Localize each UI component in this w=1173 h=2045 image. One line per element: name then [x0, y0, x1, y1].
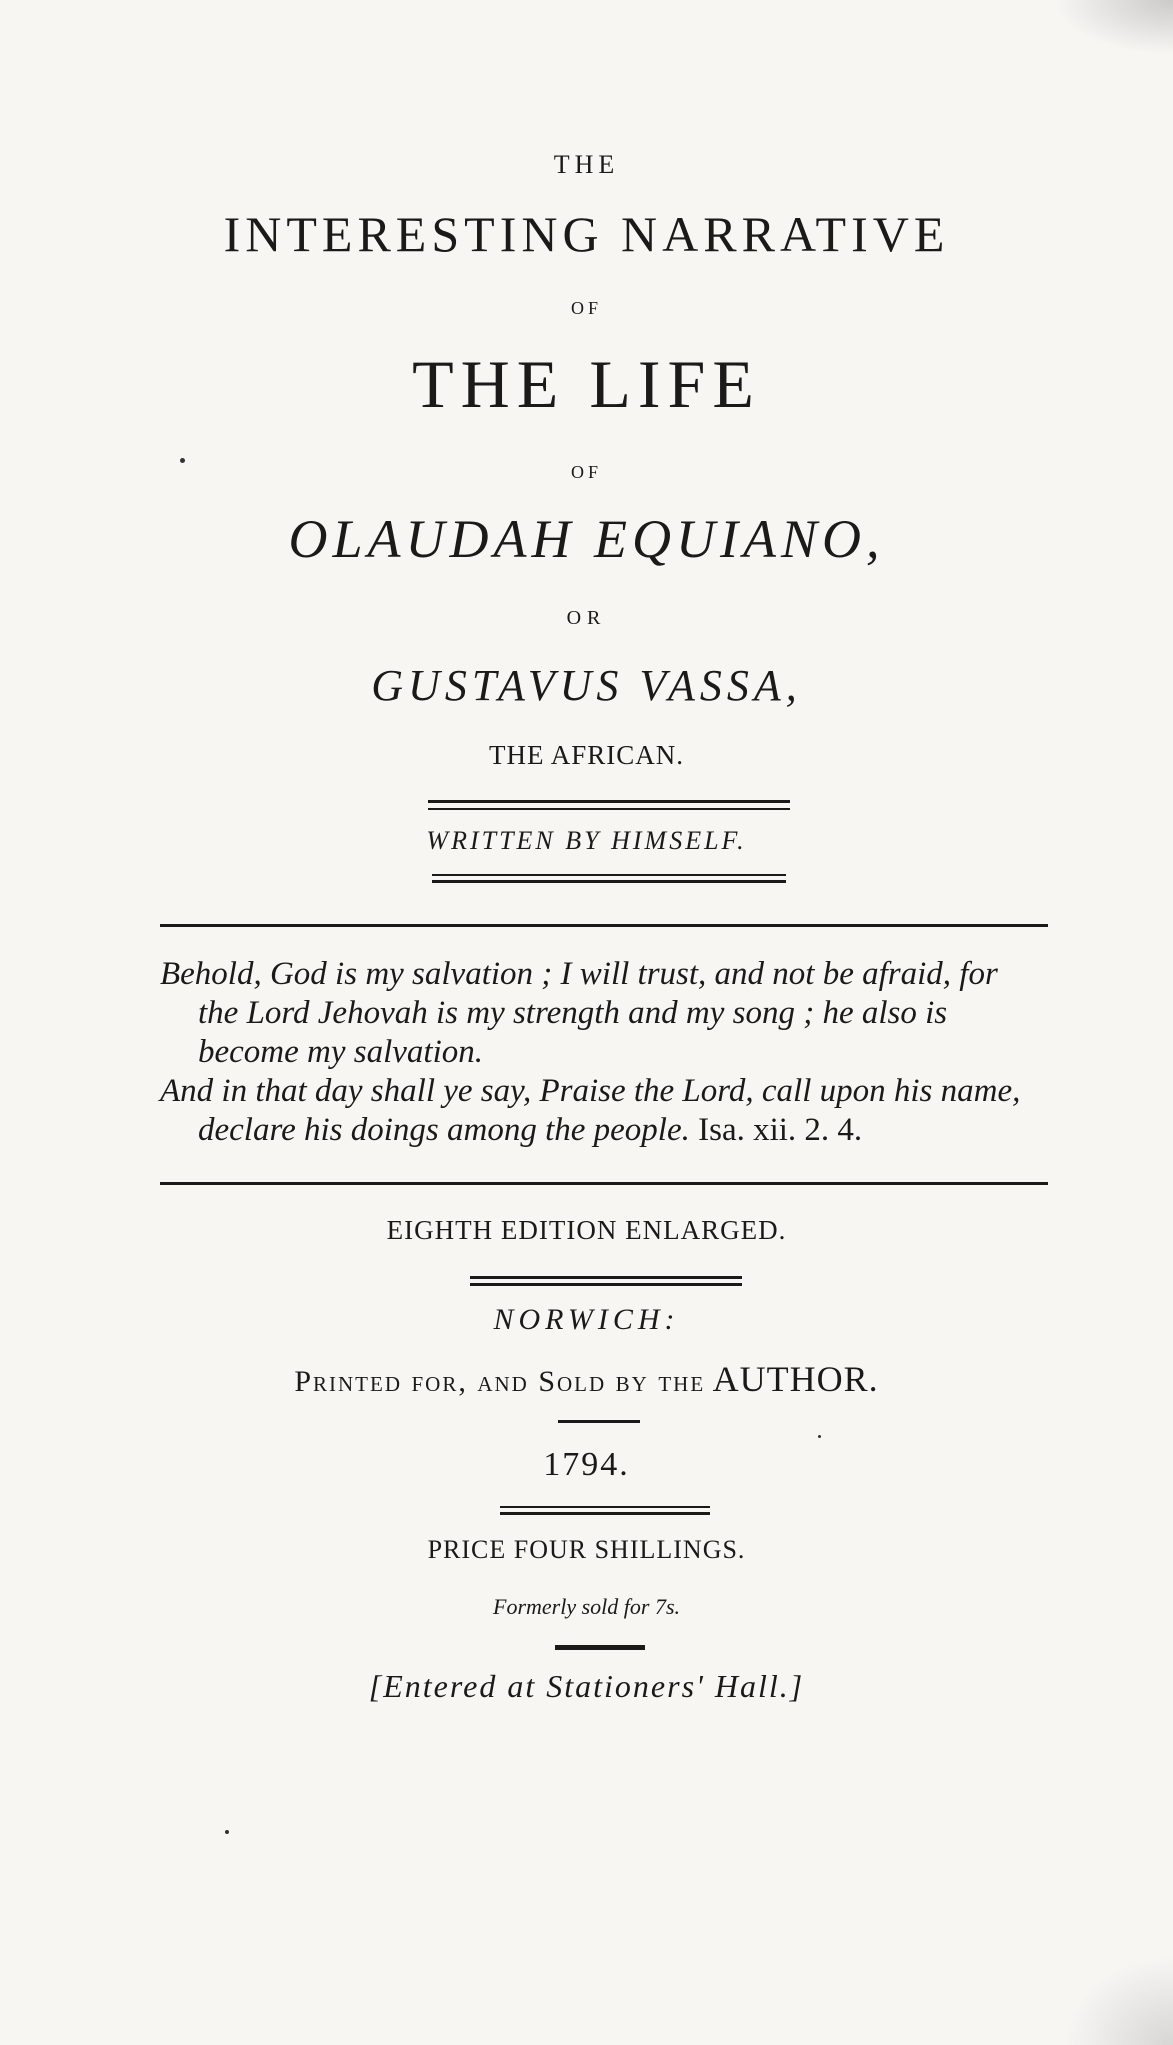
rule-short	[558, 1420, 640, 1423]
rule-epigraph-top	[160, 924, 1048, 927]
rule-edition-b	[470, 1283, 742, 1286]
ink-speck	[225, 1830, 229, 1834]
page-stain-bottom	[1063, 1955, 1173, 2045]
year: 1794.	[543, 1446, 630, 1483]
rule-double-1a	[428, 800, 790, 803]
title-of-2: OF	[570, 462, 602, 482]
author-name: OLAUDAH EQUIANO,	[288, 509, 885, 569]
price: PRICE FOUR SHILLINGS.	[427, 1535, 746, 1564]
printer-line	[0, 1358, 1173, 1400]
ink-speck	[818, 1435, 821, 1438]
epigraph-reference: Isa. xii. 2. 4.	[698, 1112, 863, 1148]
rule-price	[555, 1645, 645, 1650]
rule-double-2a	[432, 874, 786, 876]
title-the: THE	[553, 150, 620, 179]
place: NORWICH:	[493, 1303, 680, 1336]
the-african: THE AFRICAN.	[488, 740, 684, 770]
page-stain-top	[1053, 0, 1173, 55]
written-by-himself: WRITTEN BY HIMSELF.	[426, 826, 747, 855]
title-of-1: OF	[570, 298, 602, 318]
title-interesting-narrative: INTERESTING NARRATIVE	[223, 206, 950, 262]
title-or: OR	[566, 607, 607, 629]
rule-year-a	[500, 1506, 710, 1508]
ink-speck	[180, 458, 185, 463]
rule-double-1b	[428, 808, 790, 810]
printer-prefix: Printed for, and Sold by the	[294, 1365, 706, 1398]
printer-author: AUTHOR.	[712, 1359, 879, 1399]
author-alias: GUSTAVUS VASSA,	[371, 661, 802, 710]
registration: [Entered at Stationers' Hall.]	[368, 1668, 805, 1704]
epigraph-verse-2-text: And in that day shall ye say, Praise the Lord, call upon his name, declare his doings among the people.	[160, 1073, 1021, 1148]
epigraph-verse-2	[160, 1072, 1045, 1150]
title-the-life: THE LIFE	[412, 346, 761, 422]
epigraph-verse-1: Behold, God is my salvation ; I will trust, and not be afraid, for the Lord Jehovah is my strength and my song ; he also is become my salvation.	[160, 956, 998, 1070]
rule-double-2b	[432, 880, 786, 883]
rule-year-b	[500, 1512, 710, 1515]
edition: EIGHTH EDITION ENLARGED.	[386, 1215, 787, 1245]
rule-epigraph-bottom	[160, 1182, 1048, 1185]
epigraph	[160, 955, 1045, 1150]
rule-edition-a	[470, 1276, 742, 1279]
former-price: Formerly sold for 7s.	[493, 1594, 680, 1619]
